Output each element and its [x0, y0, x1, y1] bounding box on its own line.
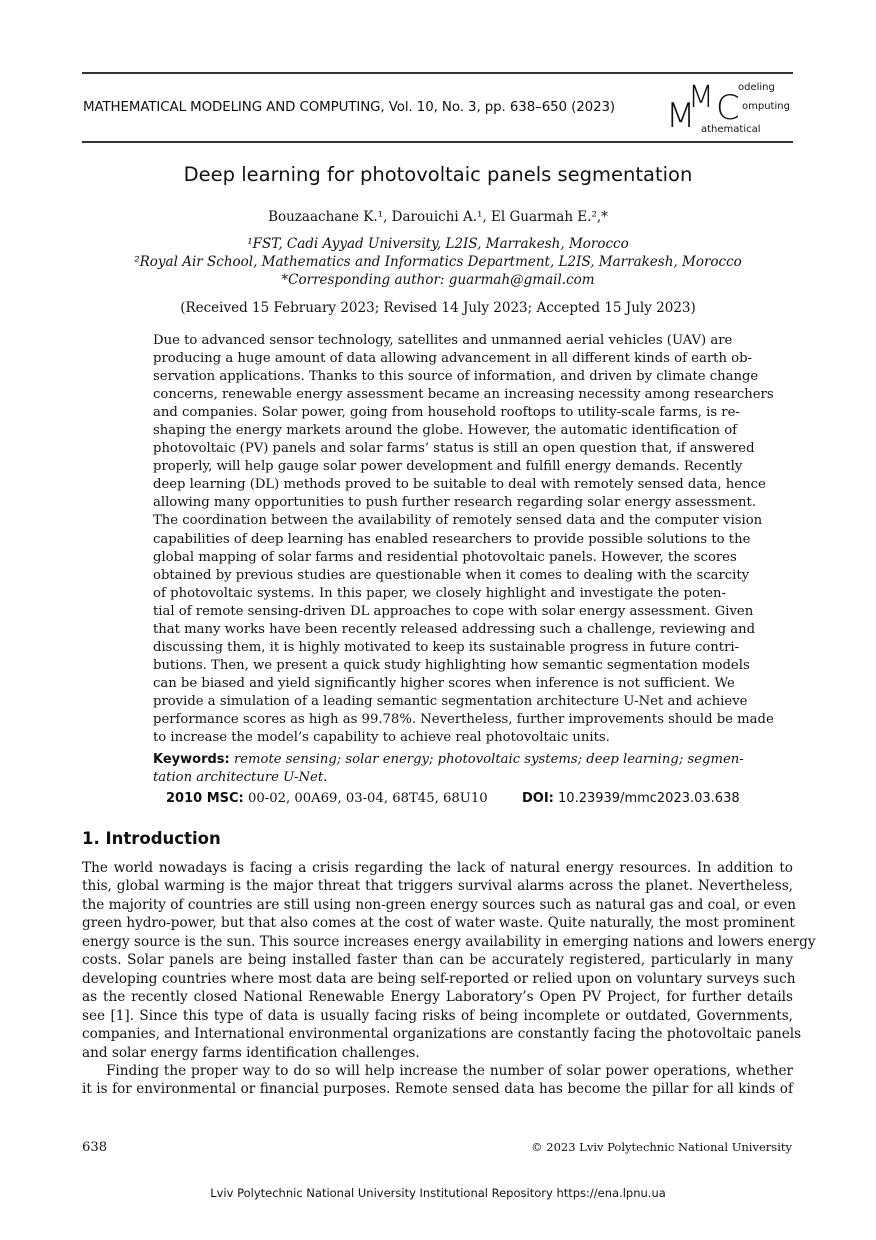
text-line: companies, and International environmental organizations are constantly facing the photovoltaic panels	[82, 1026, 802, 1043]
journal-header: MATHEMATICAL MODELING AND COMPUTING, Vol. 10, No. 3, pp. 638–650 (2023)	[83, 100, 616, 115]
section-heading: 1. Introduction	[82, 829, 221, 848]
text-line: photovoltaic (PV) panels and solar farms’ status is still an open question that, if answered	[153, 441, 755, 457]
text-line: capabilities of deep learning has enabled researchers to provide possible solutions to the	[153, 531, 751, 547]
text-line: and solar energy farms identification challenges.	[82, 1044, 420, 1061]
logo-letter: M	[666, 96, 696, 136]
text-line: butions. Then, we present a quick study highlighting how semantic segmentation models	[153, 657, 750, 673]
header-rule-bottom	[82, 141, 793, 143]
text-line: The coordination between the availability of remotely sensed data and the computer vision	[153, 513, 763, 529]
text-line: of photovoltaic systems. In this paper, we closely highlight and investigate the poten-	[153, 585, 726, 601]
paper-title: Deep learning for photovoltaic panels segmentation	[183, 163, 693, 186]
text-line: can be biased and yield significantly higher scores when inference is not sufficient. We	[153, 675, 735, 691]
text-line: provide a simulation of a leading semantic segmentation architecture U-Net and achieve	[153, 693, 748, 709]
doi	[522, 791, 740, 806]
text-line: allowing many opportunities to push further research regarding solar energy assessment.	[153, 495, 757, 511]
text-line: tial of remote sensing-driven DL approaches to cope with solar energy assessment. Given	[153, 603, 754, 619]
header-rule-top	[82, 72, 793, 74]
msc	[166, 791, 488, 806]
text-line: servation applications. Thanks to this source of information, and driven by climate change	[153, 369, 759, 385]
paragraph-1	[82, 859, 816, 1062]
text-line: developing countries where most data are being self-reported or relied upon on voluntary surveys such	[82, 970, 796, 987]
text-line: concerns, renewable energy assessment became an increasing necessity among researchers	[153, 387, 774, 403]
copyright: © 2023 Lviv Polytechnic National University	[531, 1140, 792, 1154]
doi-link[interactable]: 10.23939/mmc2023.03.638	[558, 791, 740, 806]
page-number: 638	[82, 1140, 108, 1155]
keywords-text: tation architecture U-Net.	[153, 770, 328, 785]
affiliation-1: ¹FST, Cadi Ayyad University, L2IS, Marrakesh, Morocco	[247, 236, 629, 252]
journal-logo	[666, 80, 796, 136]
keywords	[153, 751, 744, 787]
logo-text: omputing	[742, 101, 790, 112]
text-line: properly, will help gauge solar power development and fulfill energy demands. Recently	[153, 459, 743, 475]
body-text	[82, 859, 816, 1099]
text-line: discussing them, it is highly motivated to keep its sustainable progress in future contri-	[153, 639, 740, 655]
text-line: global mapping of solar farms and residential photovoltaic panels. However, the scores	[153, 549, 737, 565]
text-line: costs. Solar panels are being installed faster than can be accurately registered, particularly in many	[82, 952, 793, 969]
corresponding-author: *Corresponding author: guarmah@gmail.com	[281, 272, 595, 288]
keywords-text: remote sensing; solar energy; photovoltaic systems; deep learning; segmen-	[233, 752, 744, 767]
text-line: performance scores as high as 99.78%. Nevertheless, further improvements should be made	[153, 711, 774, 727]
text-line: producing a huge amount of data allowing advancement in all different kinds of earth ob-	[153, 351, 752, 367]
logo-text: athematical	[701, 124, 761, 135]
authors: Bouzaachane K.¹, Darouichi A.¹, El Guarmah E.²,*	[268, 209, 608, 225]
text-line: Finding the proper way to do so will help increase the number of solar power operations, whether	[106, 1062, 793, 1079]
affiliation-2: ²Royal Air School, Mathematics and Informatics Department, L2IS, Marrakesh, Morocco	[134, 254, 742, 270]
paragraph-2	[82, 1062, 793, 1099]
text-line: the majority of countries are still using non-green energy sources such as natural gas and coal, or even	[82, 896, 797, 913]
text-line: Due to advanced sensor technology, satellites and unmanned aerial vehicles (UAV) are	[153, 333, 733, 348]
dates: (Received 15 February 2023; Revised 14 July 2023; Accepted 15 July 2023)	[180, 300, 696, 316]
text-line: green hydro-power, but that also comes at the cost of water waste. Quite naturally, the most prominent	[82, 915, 795, 932]
logo-text: odeling	[738, 82, 775, 93]
text-line: deep learning (DL) methods proved to be suitable to deal with remotely sensed data, hence	[153, 477, 766, 493]
abstract	[153, 332, 774, 747]
text-line: see [1]. Since this type of data is usually facing risks of being incomplete or outdated, Governments,	[82, 1007, 793, 1024]
text-line: shaping the energy markets around the globe. However, the automatic identification of	[153, 423, 738, 439]
keywords-label: Keywords:	[153, 752, 230, 767]
text-line: that many works have been recently released addressing such a challenge, reviewing and	[153, 621, 756, 637]
text-line: this, global warming is the major threat that triggers survival alarms across the planet. Nevertheless,	[82, 878, 793, 895]
text-line: as the recently closed National Renewable Energy Laboratory’s Open PV Project, for further details	[82, 989, 793, 1006]
text-line: to increase the model’s capability to achieve real photovoltaic units.	[153, 730, 610, 746]
logo-letter: C	[716, 88, 740, 128]
msc-label: 2010 MSC:	[166, 791, 244, 806]
logo-letter: M	[688, 80, 714, 115]
text-line: and companies. Solar power, going from household rooftops to utility-scale farms, is re-	[153, 405, 740, 421]
text-line: it is for environmental or financial purposes. Remote sensed data has become the pillar for all kinds of	[82, 1081, 793, 1098]
repository-footer: Lviv Polytechnic National University Institutional Repository https://ena.lpnu.ua	[210, 1186, 666, 1200]
doi-label: DOI:	[522, 791, 554, 806]
text-line: energy source is the sun. This source increases energy availability in emerging nations and lowers energy	[82, 933, 816, 950]
text-line: The world nowadays is facing a crisis regarding the lack of natural energy resources. In addition to	[82, 860, 793, 876]
text-line: obtained by previous studies are questionable when it comes to dealing with the scarcity	[153, 567, 750, 583]
msc-value: 00-02, 00A69, 03-04, 68T45, 68U10	[247, 791, 488, 806]
